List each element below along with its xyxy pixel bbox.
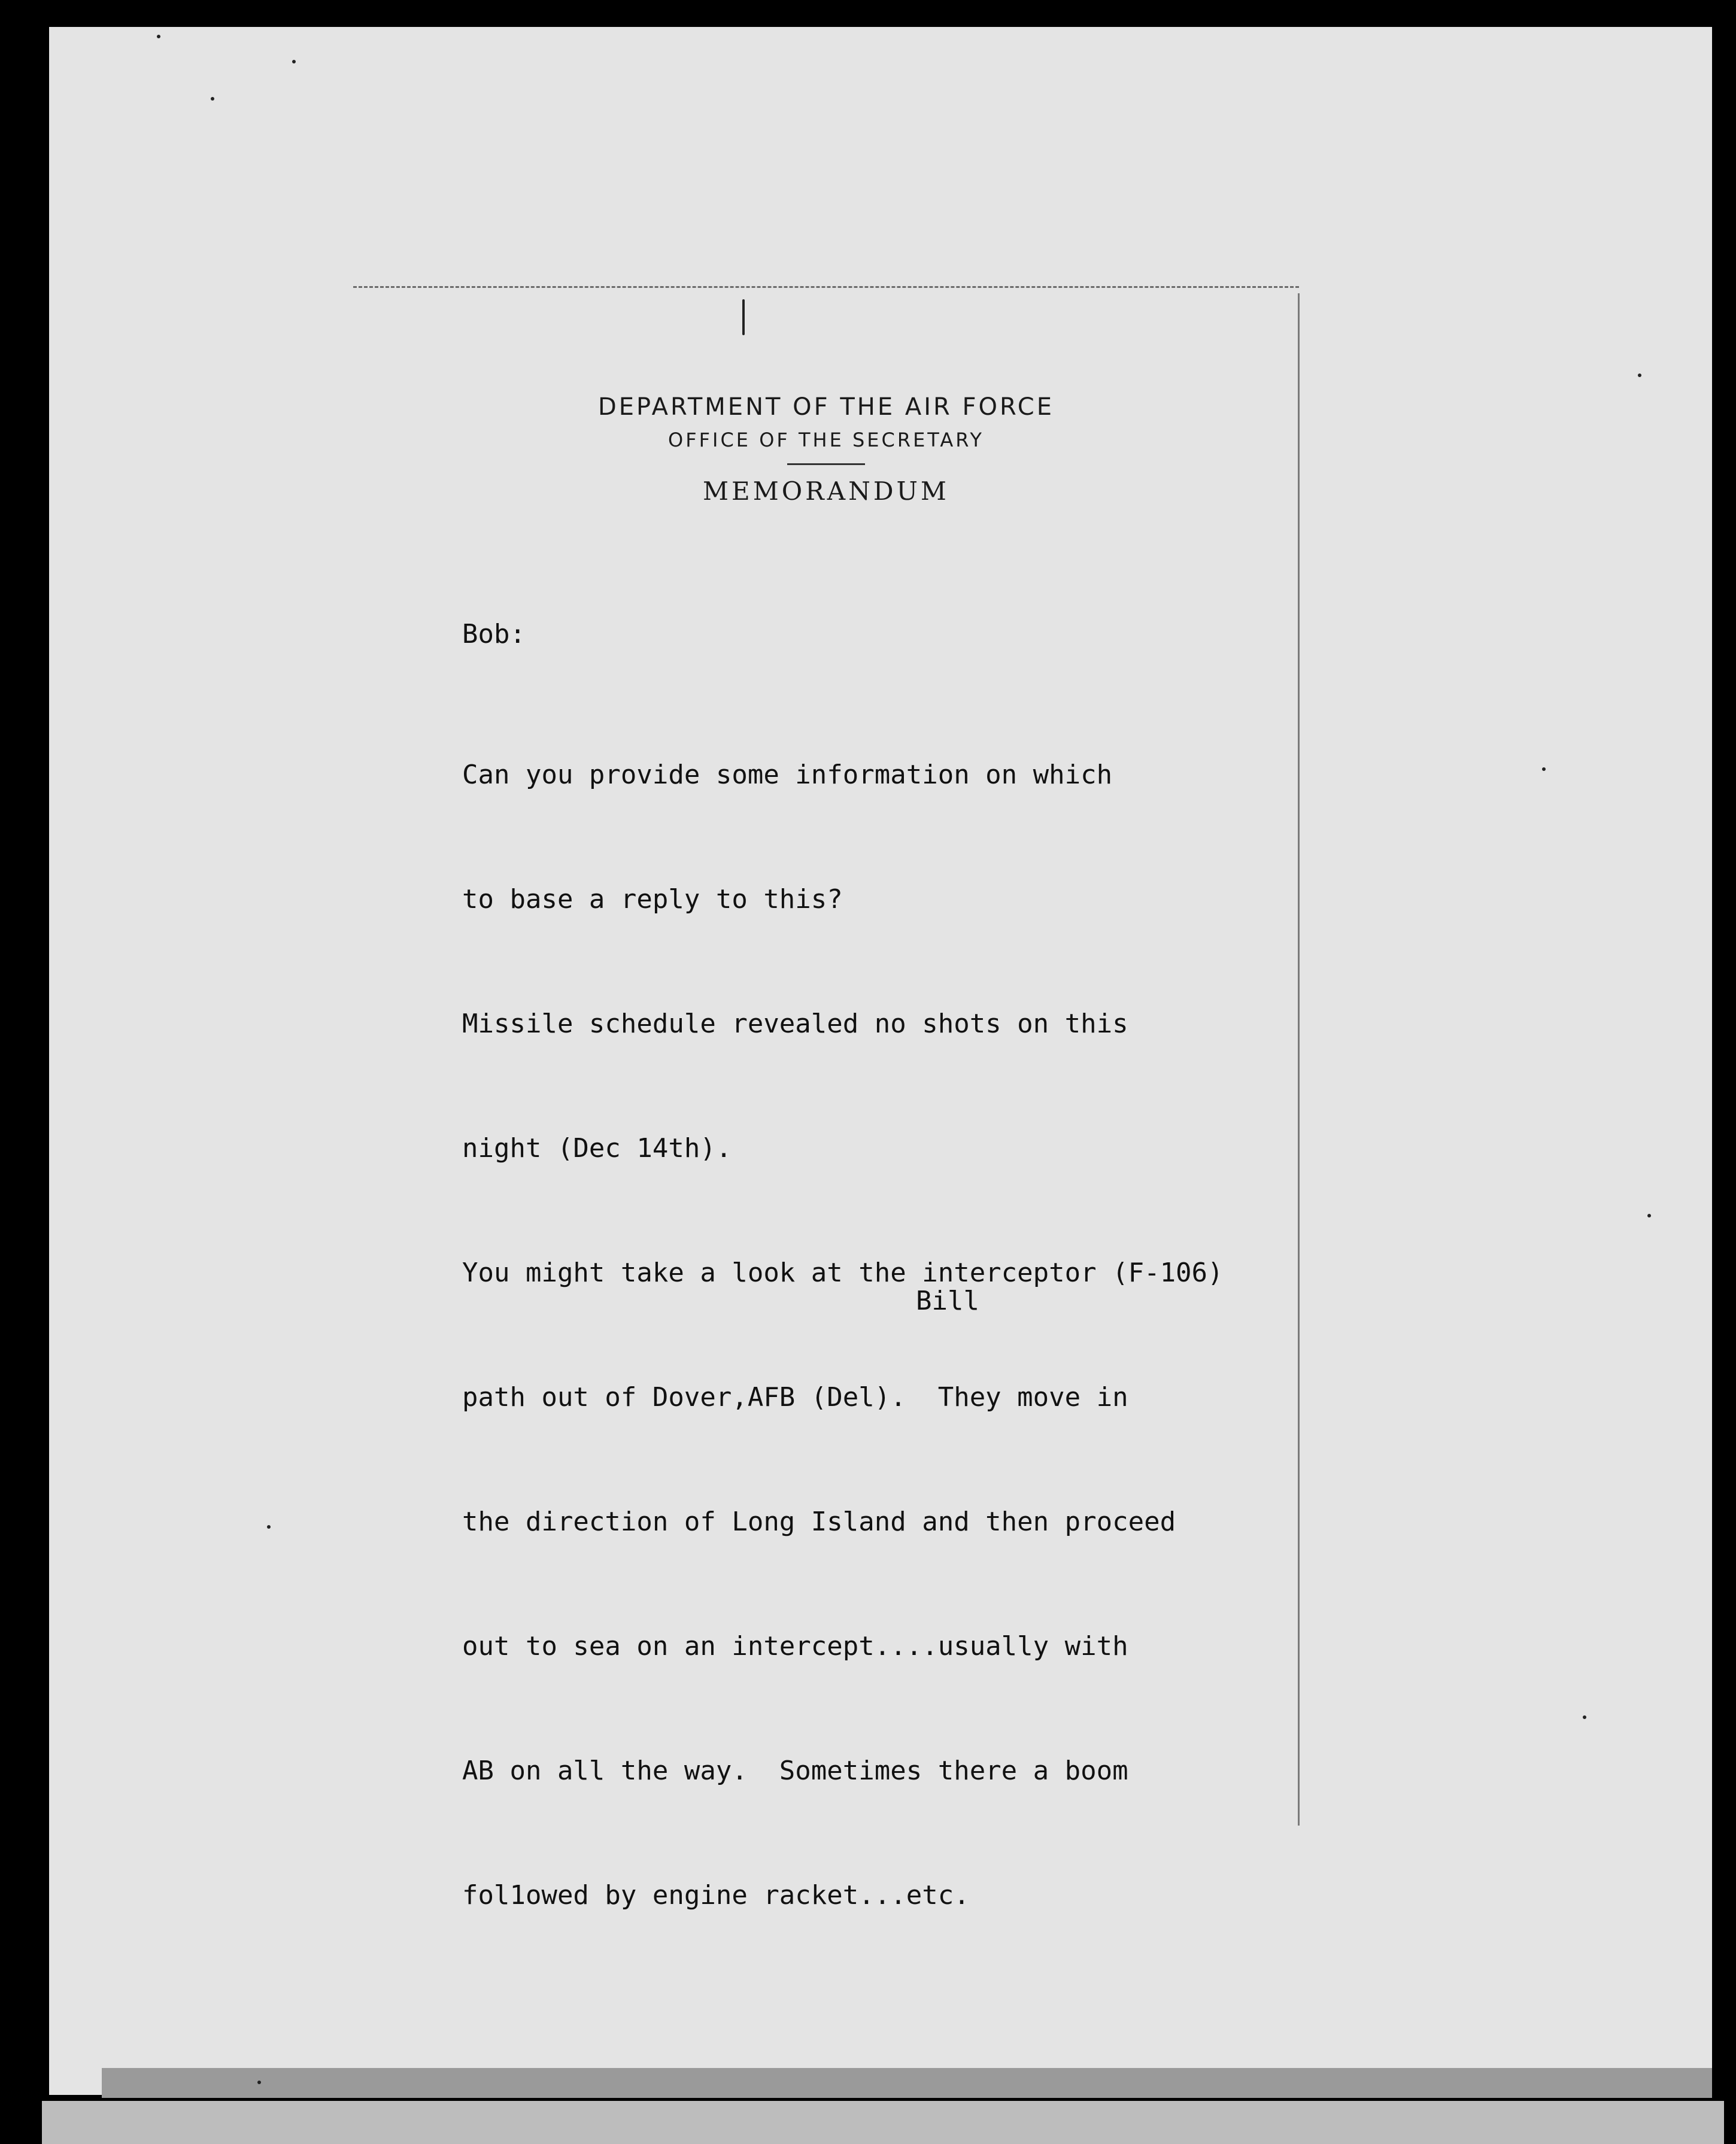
film-border	[42, 2101, 1724, 2144]
memo-line: path out of Dover,AFB (Del). They move in	[462, 1382, 1128, 1413]
dust-speck	[257, 2081, 261, 2084]
dust-speck	[1638, 373, 1641, 377]
memo-line: AB on all the way. Sometimes there a boom	[462, 1756, 1128, 1786]
dust-speck	[157, 35, 160, 38]
dust-speck	[267, 1525, 271, 1529]
dust-speck	[1542, 767, 1546, 771]
dust-speck	[211, 97, 214, 101]
letterhead	[455, 389, 1197, 511]
salutation: Bob:	[462, 619, 526, 649]
memo-title: MEMORANDUM	[703, 476, 949, 506]
signature: Bill	[916, 1286, 979, 1316]
page-edge-shadow	[102, 2068, 1712, 2098]
memo-body	[462, 555, 1300, 1988]
memo-line: fol1owed by engine racket...etc.	[462, 1880, 970, 1911]
ink-mark	[742, 299, 745, 335]
letterhead-divider	[787, 463, 865, 465]
memo-line: Missile schedule revealed no shots on this	[462, 1009, 1128, 1039]
dust-speck	[1583, 1715, 1586, 1719]
memo-line: the direction of Long Island and then proceed	[462, 1507, 1176, 1537]
memo-line: to base a reply to this?	[462, 884, 843, 915]
memo-line: Can you provide some information on which	[462, 760, 1113, 790]
department-name: DEPARTMENT OF THE AIR FORCE	[597, 393, 1055, 421]
office-name: OFFICE OF THE SECRETARY	[668, 429, 984, 451]
memo-line: night (Dec 14th).	[462, 1133, 732, 1164]
memo-top-edge	[353, 286, 1299, 288]
dust-speck	[292, 60, 296, 63]
memo-line: out to sea on an intercept....usually with	[462, 1631, 1128, 1662]
dust-speck	[1647, 1214, 1651, 1217]
memo-line: You might take a look at the interceptor (F-106)	[462, 1258, 1224, 1288]
